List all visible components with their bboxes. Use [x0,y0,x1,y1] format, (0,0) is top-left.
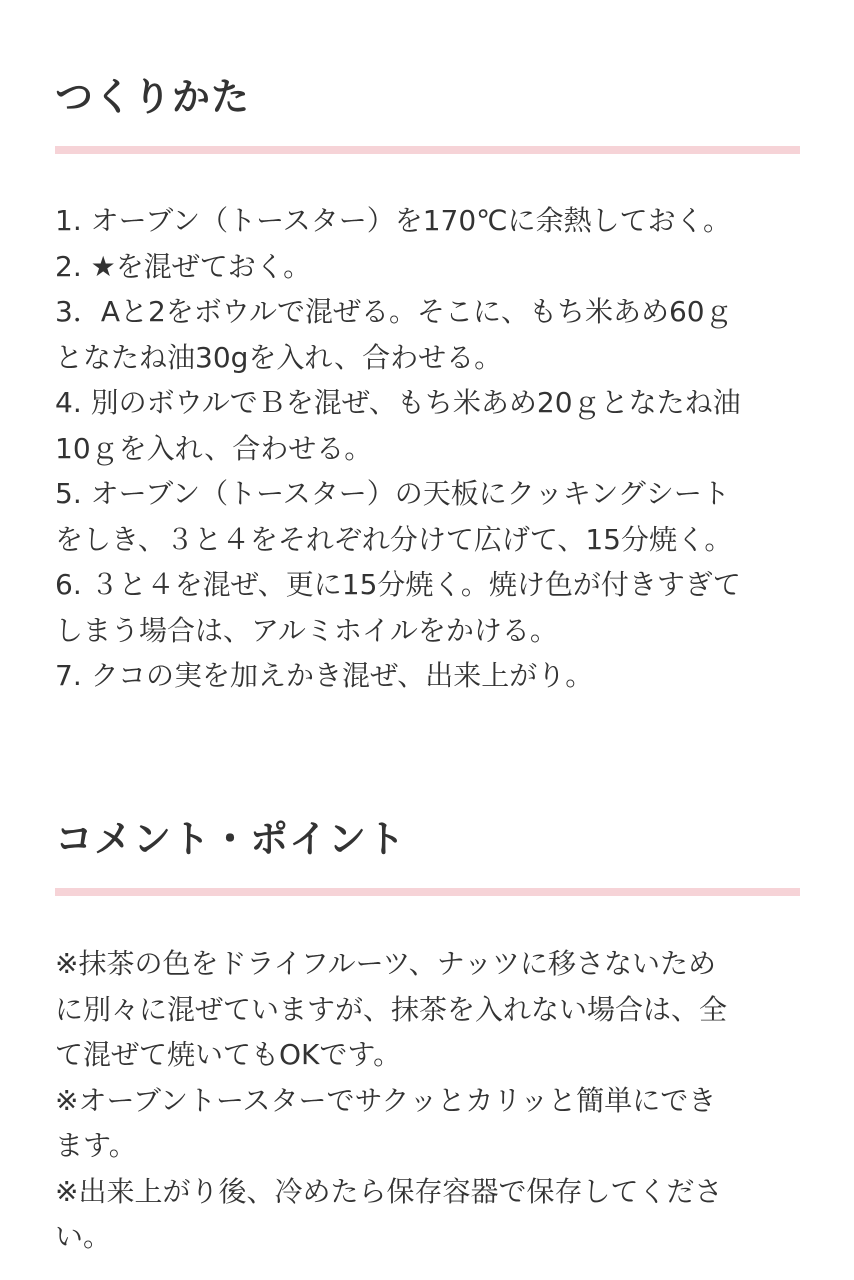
method-line: 4. 別のボウルでＢを混ぜ、もち米あめ20ｇとなたね油 [55,386,741,419]
comment-notes [55,941,800,1260]
method-steps [55,198,800,699]
comment-heading-underline [55,888,800,896]
method-heading: つくりかた [55,75,251,119]
comment-line: に別々に混ぜていますが、抹茶を入れない場合は、全 [55,992,728,1026]
comment-line: ※出来上がり後、冷めたら保存容器で保存してくださ [55,1174,723,1208]
method-line: 2. ★を混ぜておく。 [55,249,312,283]
method-line: 10ｇを入れ、合わせる。 [55,431,373,465]
comment-line: て混ぜて焼いてもOKです。 [55,1038,402,1071]
method-line: しまう場合は、アルミホイルをかける。 [55,613,558,647]
comment-line: ※オーブントースターでサクッとカリッと簡単にでき [55,1083,717,1117]
comment-line: ※抹茶の色をドライフルーツ、ナッツに移さないため [55,947,717,980]
method-section [55,70,800,699]
method-line: 3．Aと2をボウルで混ぜる。そこに、もち米あめ60ｇ [55,295,733,328]
comment-heading: コメント・ポイント [55,817,407,861]
method-line: 6. ３と４を混ぜ、更に15分焼く。焼け色が付きすぎて [55,568,741,601]
method-line: 1. オーブン（トースター）を170℃に余熱しておく。 [55,204,732,237]
method-line: となたね油30gを入れ、合わせる。 [55,340,503,374]
comment-line: ます。 [55,1129,137,1162]
method-line: をしき、３と４をそれぞれ分けて広げて、15分焼く。 [55,522,733,556]
method-heading-underline [55,146,800,154]
comment-line: い。 [55,1220,112,1253]
method-line: 5. オーブン（トースター）の天板にクッキングシート [55,477,730,510]
method-line: 7. クコの実を加えかき混ぜ、出来上がり。 [55,659,594,692]
comment-section [55,812,800,1260]
